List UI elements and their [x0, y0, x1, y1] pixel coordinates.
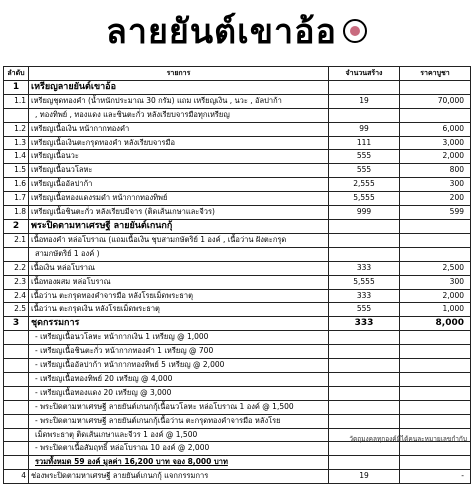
cell-quantity	[329, 80, 400, 94]
cell-quantity: 111	[329, 136, 400, 150]
cell-price: 599	[400, 206, 471, 220]
cell-price	[400, 372, 471, 386]
cell-price: 3,000	[400, 136, 471, 150]
cell-item: ชุดกรรมการ	[29, 317, 329, 331]
cell-price	[400, 414, 471, 428]
table-row	[4, 247, 471, 261]
cell-quantity	[329, 345, 400, 359]
cell-price	[400, 386, 471, 400]
cell-quantity: 99	[329, 122, 400, 136]
table-row	[4, 303, 471, 317]
column-header-price: ราคาบูชา	[400, 67, 471, 81]
cell-quantity	[329, 233, 400, 247]
cell-item: เหรียญเนื้อนวะ	[29, 150, 329, 164]
cell-price	[400, 247, 471, 261]
cell-item: - พระปิดตามหาเศรษฐี ลายยันต์เกนกกุ้เนื้อนวโลหะ หล่อโบราณ 1 องค์ @ 1,500	[29, 400, 329, 414]
section-row	[4, 80, 471, 94]
cell-quantity: 5,555	[329, 275, 400, 289]
title-banner	[0, 0, 473, 62]
cell-item: พระปิดตามหาเศรษฐี ลายยันต์เกนกกุ้	[29, 219, 329, 233]
cell-number	[4, 428, 29, 442]
table-row	[4, 359, 471, 373]
cell-number: 2.1	[4, 233, 29, 247]
cell-quantity: 5,555	[329, 192, 400, 206]
cell-quantity	[329, 414, 400, 428]
cell-price	[400, 108, 471, 122]
cell-item: เหรียญเนื้อชินตะกั่ว หลังเรียบมีจาร (ติดเส้นเกษาและจีวร)	[29, 206, 329, 220]
cell-quantity: 555	[329, 303, 400, 317]
table-row	[4, 233, 471, 247]
cell-price: 800	[400, 164, 471, 178]
cell-item: เนื้อเงิน หล่อโบราณ	[29, 261, 329, 275]
cell-price	[400, 345, 471, 359]
column-header-item: รายการ	[29, 67, 329, 81]
cell-item: เนื้อทองคำ หล่อโบราณ (แถมเนื้อเงิน ชุบสามกษัตริย์ 1 องค์ , เนื้อว่าน ฝังตะกรุด	[29, 233, 329, 247]
table-row	[4, 331, 471, 345]
cell-price: 300	[400, 178, 471, 192]
cell-number	[4, 400, 29, 414]
cell-price: 2,000	[400, 150, 471, 164]
cell-number	[4, 345, 29, 359]
table-row	[4, 206, 471, 220]
cell-number: 2.5	[4, 303, 29, 317]
cell-quantity: 999	[329, 206, 400, 220]
table-row	[4, 470, 471, 484]
cell-number: 1.1	[4, 94, 29, 108]
cell-price	[400, 233, 471, 247]
table-row	[4, 150, 471, 164]
cell-item: สามกษัตริย์ 1 องค์ )	[29, 247, 329, 261]
footer-note: วัตถุมงคลทุกองค์มีได้คนละหมายเลขกำกับ	[349, 435, 467, 443]
cell-price: 200	[400, 192, 471, 206]
cell-item: เหรียญเนื้อทองแดงรมดำ หน้ากากทองทิพย์	[29, 192, 329, 206]
cell-item: - เหรียญเนื้อทองแดง 20 เหรียญ @ 3,000	[29, 386, 329, 400]
cell-price	[400, 442, 471, 456]
cell-item: เนื้อว่าน ตะกรุดเงิน หลังโรยเม็ดพระธาตุ	[29, 303, 329, 317]
cell-number: 1.2	[4, 122, 29, 136]
cell-number	[4, 247, 29, 261]
cell-quantity	[329, 247, 400, 261]
cell-item: - เหรียญเนื้อทองทิพย์ 20 เหรียญ @ 4,000	[29, 372, 329, 386]
cell-item: เหรียญเนื้อนวโลหะ	[29, 164, 329, 178]
cell-number: 4	[4, 470, 29, 484]
cell-price	[400, 219, 471, 233]
price-table	[3, 66, 471, 484]
table-row	[4, 164, 471, 178]
cell-price: 8,000	[400, 317, 471, 331]
column-header-qty: จำนวนสร้าง	[329, 67, 400, 81]
cell-item: - เหรียญเนื้ออัลปาก้า หน้ากากทองทิพย์ 5 เหรียญ @ 2,000	[29, 359, 329, 373]
section-row	[4, 219, 471, 233]
cell-number: 2.4	[4, 289, 29, 303]
cell-number: 2.3	[4, 275, 29, 289]
cell-quantity: 19	[329, 470, 400, 484]
cell-number	[4, 456, 29, 470]
cell-item: เหรียญเนื้อเงิน หน้ากากทองคำ	[29, 122, 329, 136]
table-row	[4, 345, 471, 359]
cell-price	[400, 331, 471, 345]
cell-number	[4, 359, 29, 373]
cell-number	[4, 108, 29, 122]
cell-item: เหรียญเนื้อเงินตะกรุดทองคำ หลังเรียบจารมือ	[29, 136, 329, 150]
cell-number	[4, 442, 29, 456]
table-row	[4, 94, 471, 108]
table-row	[4, 192, 471, 206]
cell-price: 70,000	[400, 94, 471, 108]
cell-item: - เหรียญเนื้อชินตะกั่ว หน้ากากทองคำ 1 เหรียญ @ 700	[29, 345, 329, 359]
table-row	[4, 372, 471, 386]
table-row	[4, 400, 471, 414]
cell-quantity: 555	[329, 164, 400, 178]
section-row	[4, 317, 471, 331]
cell-quantity: 19	[329, 94, 400, 108]
cell-price: 6,000	[400, 122, 471, 136]
cell-item: รวมทั้งหมด 59 องค์ มูลค่า 16,200 บาท จอง 8,000 บาท	[29, 456, 329, 470]
table-row	[4, 289, 471, 303]
cell-item: - เหรียญเนื้อนวโลหะ หน้ากากเงิน 1 เหรียญ @ 1,000	[29, 331, 329, 345]
cell-price: 300	[400, 275, 471, 289]
cell-quantity	[329, 359, 400, 373]
cell-item: - พระปิดตามหาเศรษฐี ลายยันต์เกนกกุ้เนื้อว่าน ตะกรุดทองคำจารมือ หลังโรย	[29, 414, 329, 428]
cell-number	[4, 372, 29, 386]
table-row	[4, 261, 471, 275]
page-title: ลายยันต์เขาอ้อ	[106, 12, 337, 52]
cell-price	[400, 456, 471, 470]
cell-item: เนื้อว่าน ตะกรุดทองคำจารมือ หลังโรยเม็ดพระธาตุ	[29, 289, 329, 303]
cell-price	[400, 80, 471, 94]
amulet-seal-icon	[343, 19, 367, 43]
table-header-row	[4, 67, 471, 81]
cell-item: ช่องพระปิดตามหาเศรษฐี ลายยันต์เกนกกุ้ แจกกรรมการ	[29, 470, 329, 484]
cell-number: 1.5	[4, 164, 29, 178]
cell-price: 1,000	[400, 303, 471, 317]
table-row	[4, 136, 471, 150]
column-header-no: ลำดับ	[4, 67, 29, 81]
cell-quantity: 2,555	[329, 178, 400, 192]
table-row	[4, 275, 471, 289]
cell-quantity	[329, 372, 400, 386]
cell-number: 2.2	[4, 261, 29, 275]
cell-item: เหรียญเนื้ออัลปาก้า	[29, 178, 329, 192]
cell-number: 1	[4, 80, 29, 94]
cell-number: 1.7	[4, 192, 29, 206]
table-row	[4, 456, 471, 470]
cell-quantity	[329, 386, 400, 400]
cell-item: เหรียญชุดทองคำ (น้ำหนักประมาณ 30 กรัม) แถม เหรียญเงิน , นวะ , อัลปาก้า	[29, 94, 329, 108]
cell-quantity: 333	[329, 317, 400, 331]
cell-number: 1.4	[4, 150, 29, 164]
cell-item: เนื้อทองผสม หล่อโบราณ	[29, 275, 329, 289]
cell-price: 2,500	[400, 261, 471, 275]
cell-quantity: 333	[329, 289, 400, 303]
cell-quantity	[329, 108, 400, 122]
cell-quantity	[329, 442, 400, 456]
table-row	[4, 108, 471, 122]
cell-number	[4, 386, 29, 400]
table-row	[4, 414, 471, 428]
cell-price	[400, 400, 471, 414]
cell-quantity: 333	[329, 261, 400, 275]
cell-number: 3	[4, 317, 29, 331]
cell-price	[400, 359, 471, 373]
cell-quantity	[329, 400, 400, 414]
cell-item: - พระปิดตาเนื้อสัมฤทธิ์ หล่อโบราณ 10 องค์ @ 2,000	[29, 442, 329, 456]
cell-price: 2,000	[400, 289, 471, 303]
cell-number	[4, 331, 29, 345]
cell-item: , ทองทิพย์ , ทองแดง และซินตะกั่ว หลังเรียบจารมือทุกเหรียญ	[29, 108, 329, 122]
cell-quantity	[329, 331, 400, 345]
cell-number	[4, 414, 29, 428]
table-row	[4, 386, 471, 400]
cell-number: 1.6	[4, 178, 29, 192]
table-row	[4, 178, 471, 192]
cell-quantity	[329, 456, 400, 470]
cell-number: 1.8	[4, 206, 29, 220]
cell-price: -	[400, 470, 471, 484]
table-row	[4, 122, 471, 136]
cell-item: เหรียญลายยันต์เขาอ้อ	[29, 80, 329, 94]
cell-number: 2	[4, 219, 29, 233]
cell-quantity: 555	[329, 150, 400, 164]
table-row	[4, 442, 471, 456]
cell-quantity	[329, 219, 400, 233]
cell-item: เม็ดพระธาตุ ติดเส้นเกษาและจีวร 1 องค์ @ 1,500	[29, 428, 329, 442]
cell-number: 1.3	[4, 136, 29, 150]
